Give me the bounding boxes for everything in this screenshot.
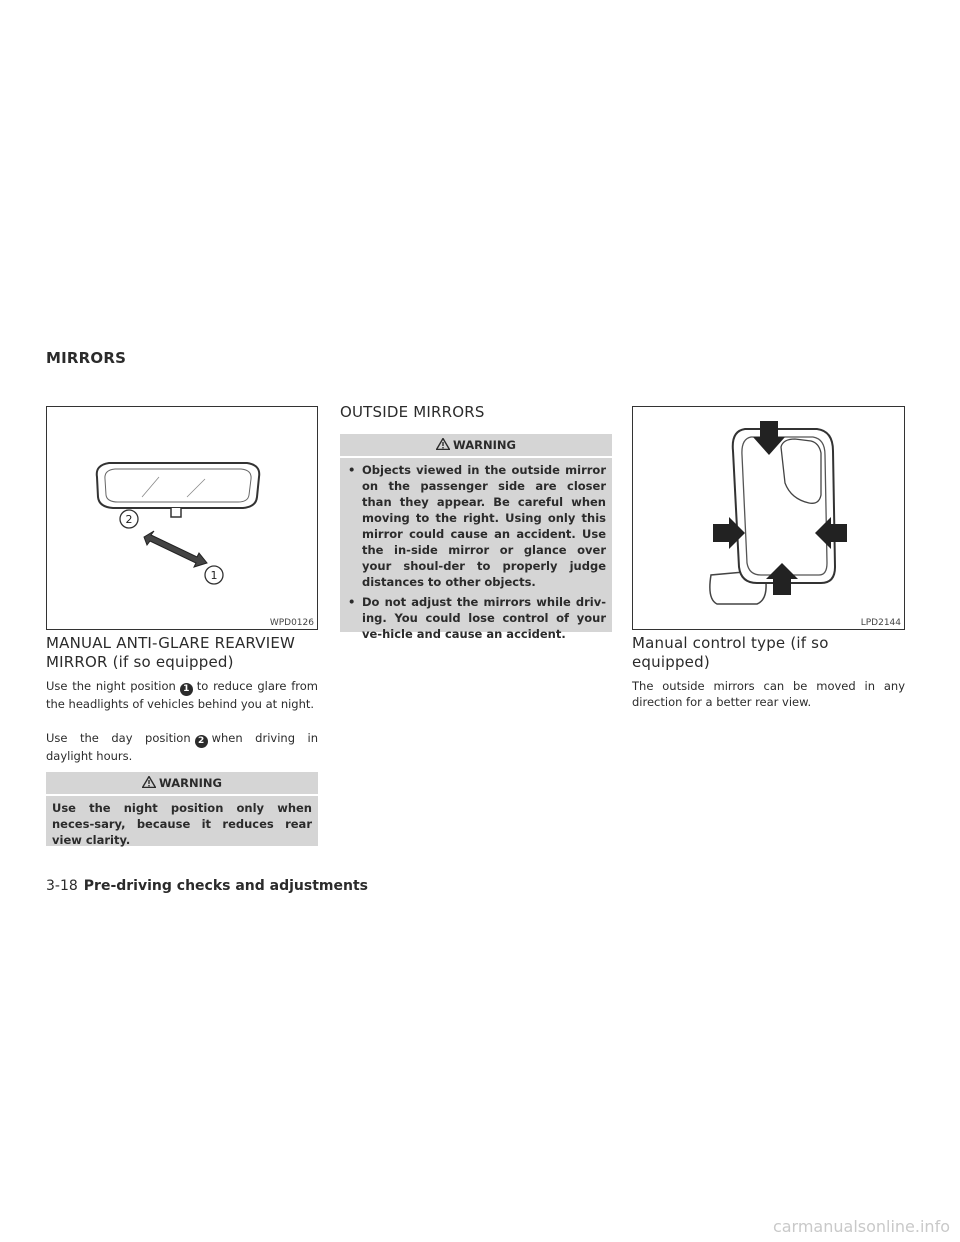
page-footer xyxy=(46,878,368,894)
callout-2: 2 xyxy=(125,513,133,526)
mirror-tab xyxy=(171,508,181,517)
warning-header: WARNING xyxy=(340,434,612,456)
warning-triangle-icon xyxy=(142,776,156,791)
warning-triangle-icon xyxy=(436,438,450,453)
callout-1: 1 xyxy=(210,569,218,582)
day-position-paragraph: Use the day position 2 when driving in daylight hours. xyxy=(46,731,318,763)
figure-code: LPD2144 xyxy=(860,618,901,628)
watermark: carmanualsonline.info xyxy=(772,1217,950,1236)
chapter-title: Pre-driving checks and adjustments xyxy=(83,878,368,894)
rearview-mirror-heading: MANUAL ANTI-GLARE REARVIEW MIRROR (if so equipped) xyxy=(46,634,296,671)
outside-mirrors-heading: OUTSIDE MIRRORS xyxy=(340,403,485,421)
outside-mirror-figure xyxy=(632,406,905,630)
manual-control-heading: Manual control type (if so equipped) xyxy=(632,634,829,671)
page-number: 3-18 xyxy=(46,878,78,894)
warning-list xyxy=(346,462,606,642)
manual-control-paragraph: The outside mirrors can be moved in any direction for a better rear view. xyxy=(632,679,905,709)
mirror-body xyxy=(97,463,260,508)
rearview-mirror-figure xyxy=(46,406,318,630)
rearview-mirror-illustration xyxy=(47,407,319,631)
tilt-arrow-icon xyxy=(144,531,207,567)
warning-body xyxy=(340,458,612,641)
night-position-paragraph: Use the night position 1 to reduce glare from the headlights of vehicles behind you at night. xyxy=(46,679,318,711)
section-title: MIRRORS xyxy=(46,349,127,367)
callout-1-badge: 1 xyxy=(180,683,193,696)
callout-2-badge: 2 xyxy=(195,735,208,748)
warning-body: Use the night position only when neces-sary, because it reduces rear view clarity. xyxy=(46,796,318,846)
warning-header: WARNING xyxy=(46,772,318,794)
list-item: • Do not adjust the mirrors while driv-ing. You could lose control of your ve-hicle and cause an accident. xyxy=(348,595,606,641)
list-item: • Objects viewed in the outside mirror on the passenger side are closer than they appear. Be careful when moving to the right. Using only this mirror could cause an accident. Use the in-side mirror or glance over your shoul-der to properly judge distances to other objects. xyxy=(348,463,606,589)
figure-code: WPD0126 xyxy=(269,618,314,628)
outside-mirror-illustration xyxy=(633,407,906,631)
